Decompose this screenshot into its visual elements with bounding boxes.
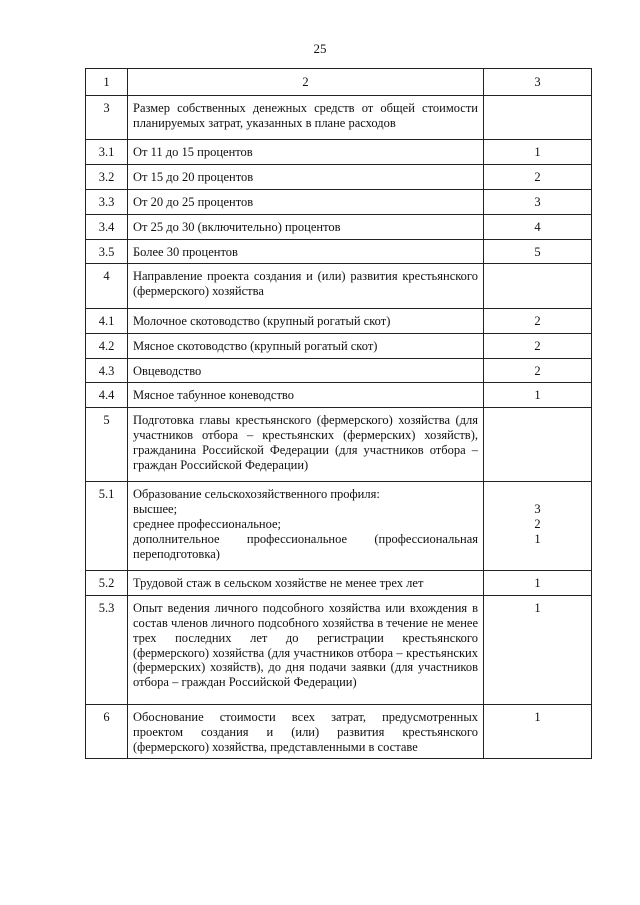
- row-score: [484, 408, 592, 482]
- header-col-2: 2: [128, 69, 484, 96]
- table-row: [86, 308, 592, 333]
- table-row: [86, 383, 592, 408]
- row-text: Направление проекта создания и (или) развития крестьянского (фермерского) хозяйства: [128, 264, 484, 309]
- row-number: 4.4: [86, 383, 128, 408]
- page-number: 25: [313, 41, 327, 56]
- row-text: Мясное табунное коневодство: [128, 383, 484, 408]
- row-number: 6: [86, 704, 128, 758]
- table-header-row: [86, 69, 592, 96]
- row-number: 5.3: [86, 596, 128, 705]
- row-text: Трудовой стаж в сельском хозяйстве не менее трех лет: [128, 571, 484, 596]
- row-score: 1: [484, 571, 592, 596]
- education-option: дополнительное профессиональное (профессиональная переподготовка): [133, 531, 478, 561]
- table-row: [86, 408, 592, 482]
- row-text: [128, 482, 484, 571]
- education-title: Образование сельскохозяйственного профиля:: [133, 487, 380, 502]
- row-number: 4.3: [86, 358, 128, 383]
- row-score: 2: [484, 165, 592, 190]
- table-row: [86, 165, 592, 190]
- row-score: 2: [484, 358, 592, 383]
- table-row: [86, 333, 592, 358]
- criteria-table: [85, 68, 592, 759]
- row-score: 1: [484, 596, 592, 705]
- row-text: Овцеводство: [128, 358, 484, 383]
- row-text: Молочное скотоводство (крупный рогатый скот): [128, 308, 484, 333]
- row-number: 4.2: [86, 333, 128, 358]
- row-text: Размер собственных денежных средств от общей стоимости планируемых затрат, указанных в плане расходов: [128, 95, 484, 140]
- header-col-3: 3: [484, 69, 592, 96]
- table-row: [86, 482, 592, 571]
- education-score: 3: [534, 502, 541, 517]
- row-number: 3.2: [86, 165, 128, 190]
- row-number: 5: [86, 408, 128, 482]
- table-row: [86, 239, 592, 264]
- row-text: От 15 до 20 процентов: [128, 165, 484, 190]
- row-text: Подготовка главы крестьянского (фермерского) хозяйства (для участников отбора – крестьянских (фермерских) хозяйств), гражданина Российской Федерации (для участников отбора – граждан Российской Федерации): [128, 408, 484, 482]
- row-number: 4: [86, 264, 128, 309]
- row-score: 1: [484, 383, 592, 408]
- row-text: Мясное скотоводство (крупный рогатый скот): [128, 333, 484, 358]
- table-row: [86, 704, 592, 758]
- row-score: 1: [484, 140, 592, 165]
- row-score: 5: [484, 239, 592, 264]
- row-number: 5.1: [86, 482, 128, 571]
- row-number: 5.2: [86, 571, 128, 596]
- row-text: Опыт ведения личного подсобного хозяйства или вхождения в состав членов личного подсобного хозяйства в течение не менее трех последних лет до регистрации крестьянского (фермерского) хозяйства (для участников отбора – крестьянских (фермерских) хозяйств), до дня подачи заявки (для участников отбора – граждан Российской Федерации): [128, 596, 484, 705]
- education-option: высшее;: [133, 502, 178, 517]
- row-text: Более 30 процентов: [128, 239, 484, 264]
- row-text: От 20 до 25 процентов: [128, 189, 484, 214]
- row-score: [484, 482, 592, 571]
- row-number: 3.1: [86, 140, 128, 165]
- table-row: [86, 214, 592, 239]
- table-row: [86, 189, 592, 214]
- table-row: [86, 571, 592, 596]
- row-score: 1: [484, 704, 592, 758]
- row-number: 3.4: [86, 214, 128, 239]
- education-score: 1: [534, 531, 541, 546]
- row-score: [484, 264, 592, 309]
- row-text: От 25 до 30 (включительно) процентов: [128, 214, 484, 239]
- table-row: [86, 358, 592, 383]
- row-number: 4.1: [86, 308, 128, 333]
- row-score: [484, 95, 592, 140]
- table-row: [86, 264, 592, 309]
- row-text: Обоснование стоимости всех затрат, предусмотренных проектом создания и (или) развития крестьянского (фермерского) хозяйства, представленными в составе: [128, 704, 484, 758]
- education-option: среднее профессиональное;: [133, 516, 282, 531]
- row-score: 2: [484, 308, 592, 333]
- row-score: 3: [484, 189, 592, 214]
- education-score: 2: [534, 516, 541, 531]
- table-row: [86, 596, 592, 705]
- row-text: От 11 до 15 процентов: [128, 140, 484, 165]
- row-score: 2: [484, 333, 592, 358]
- header-col-1: 1: [86, 69, 128, 96]
- row-number: 3.3: [86, 189, 128, 214]
- table-row: [86, 95, 592, 140]
- row-score: 4: [484, 214, 592, 239]
- row-number: 3: [86, 95, 128, 140]
- row-number: 3.5: [86, 239, 128, 264]
- table-row: [86, 140, 592, 165]
